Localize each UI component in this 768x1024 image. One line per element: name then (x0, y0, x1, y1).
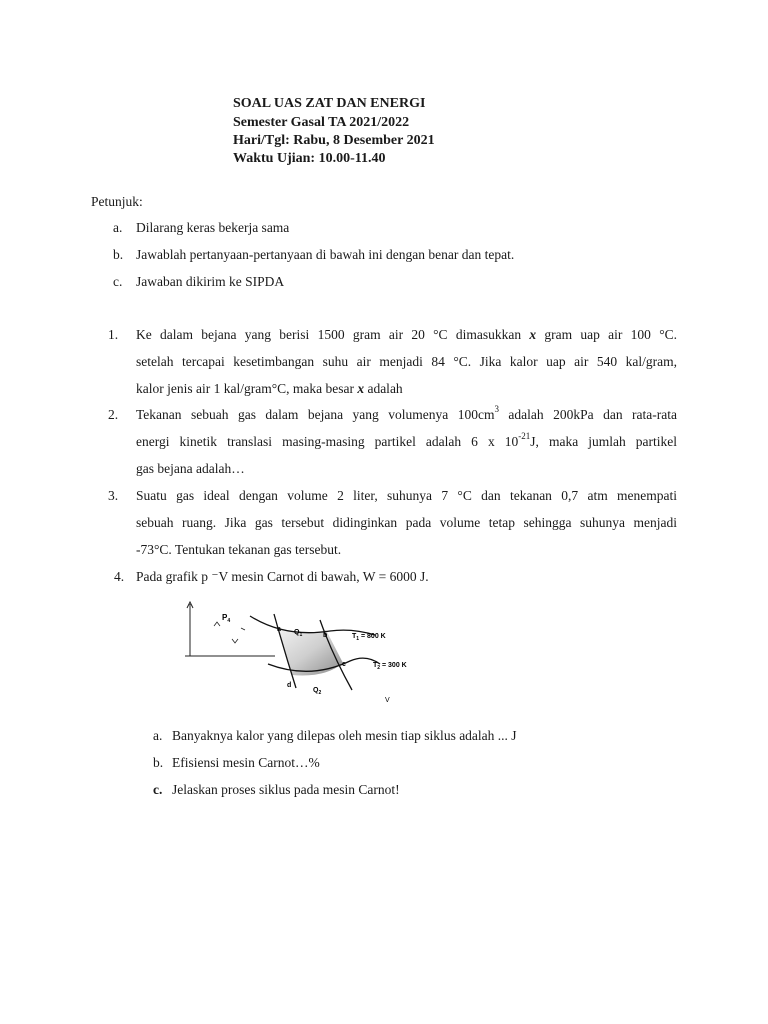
sub-item-text: Banyaknya kalor yang dilepas oleh mesin tiap siklus adalah ... J (172, 728, 517, 743)
question-3-line-3: -73°C. Tentukan tekanan gas tersebut. (136, 542, 342, 557)
arrow-mark (214, 622, 220, 626)
point-a-label: a (277, 626, 281, 633)
instruction-item: Jawablah pertanyaan-pertanyaan di bawah ini dengan benar dan tepat. (136, 247, 515, 262)
exam-time: Waktu Ujian: 10.00-11.40 (233, 151, 386, 166)
instruction-item: Dilarang keras bekerja sama (136, 220, 290, 235)
question-1-line-3: kalor jenis air 1 kal/gram°C, maka besar x adalah (136, 381, 403, 396)
sub-item-marker: c. (153, 782, 163, 797)
variable-x: x (357, 381, 365, 396)
question-3-line-1: Suatu gas ideal dengan volume 2 liter, suhunya 7 °C dan tekanan 0,7 atm menempati (136, 488, 677, 503)
axis-x-label: V (385, 697, 390, 704)
question-1-line-1: Ke dalam bejana yang berisi 1500 gram air 20 °C dimasukkan x gram uap air 100 °C. (136, 327, 677, 342)
q2-label: $Q_2$ (313, 687, 322, 696)
question-3-line-2: sebuah ruang. Jika gas tersebut didinginkan pada volume tetap sehingga suhunya menjadi (136, 515, 677, 530)
question-number: 3. (108, 488, 119, 503)
instruction-marker: c. (113, 274, 123, 289)
sub-item-text: Jelaskan proses siklus pada mesin Carnot! (172, 782, 400, 797)
instruction-item: Jawaban dikirim ke SIPDA (136, 274, 285, 289)
carnot-pv-diagram (180, 598, 440, 708)
question-number: 2. (108, 407, 119, 422)
instruction-marker: a. (113, 220, 123, 235)
question-2-line-1: Tekanan sebuah gas dalam bejana yang volumenya $100cm^3$ adalah 200kPa dan rata-rata (136, 403, 677, 422)
question-2-line-3: gas bejana adalah… (136, 461, 245, 476)
arrow-mark (241, 628, 245, 630)
t2-label: $T_2 = 300$ K (373, 662, 407, 671)
point-d-label: d (287, 682, 292, 689)
variable-x: x (529, 327, 537, 342)
sub-item-text: Efisiensi mesin Carnot…% (172, 755, 320, 770)
arrow-mark (232, 639, 238, 643)
question-2-line-2: energi kinetik translasi masing-masing partikel adalah 6 x $10^{-21}J$, maka jumlah partikel (136, 430, 678, 449)
question-number: 4. (114, 569, 125, 584)
instructions-label: Petunjuk: (91, 194, 143, 209)
exam-title: SOAL UAS ZAT DAN ENERGI (233, 96, 426, 111)
q1-label: $Q_1$ (294, 629, 303, 638)
axis-y-label: $P_4$ (222, 613, 231, 624)
sub-item-marker: a. (153, 728, 163, 743)
point-c-label: c (342, 661, 346, 668)
question-1-line-2: setelah tercapai kesetimbangan suhu air menjadi 84 °C. Jika kalor uap air 540 kal/gram, (136, 354, 677, 369)
instruction-marker: b. (113, 247, 124, 262)
exam-semester: Semester Gasal TA 2021/2022 (233, 115, 410, 130)
question-number: 1. (108, 327, 119, 342)
sub-item-marker: b. (153, 755, 164, 770)
exam-date: Hari/Tgl: Rabu, 8 Desember 2021 (233, 133, 435, 148)
question-4-line-1: Pada grafik p ⁻V mesin Carnot di bawah, W = 6000 J. (136, 569, 429, 584)
t1-label: $T_1 = 800$ K (352, 633, 386, 642)
point-b-label: b (323, 632, 328, 639)
